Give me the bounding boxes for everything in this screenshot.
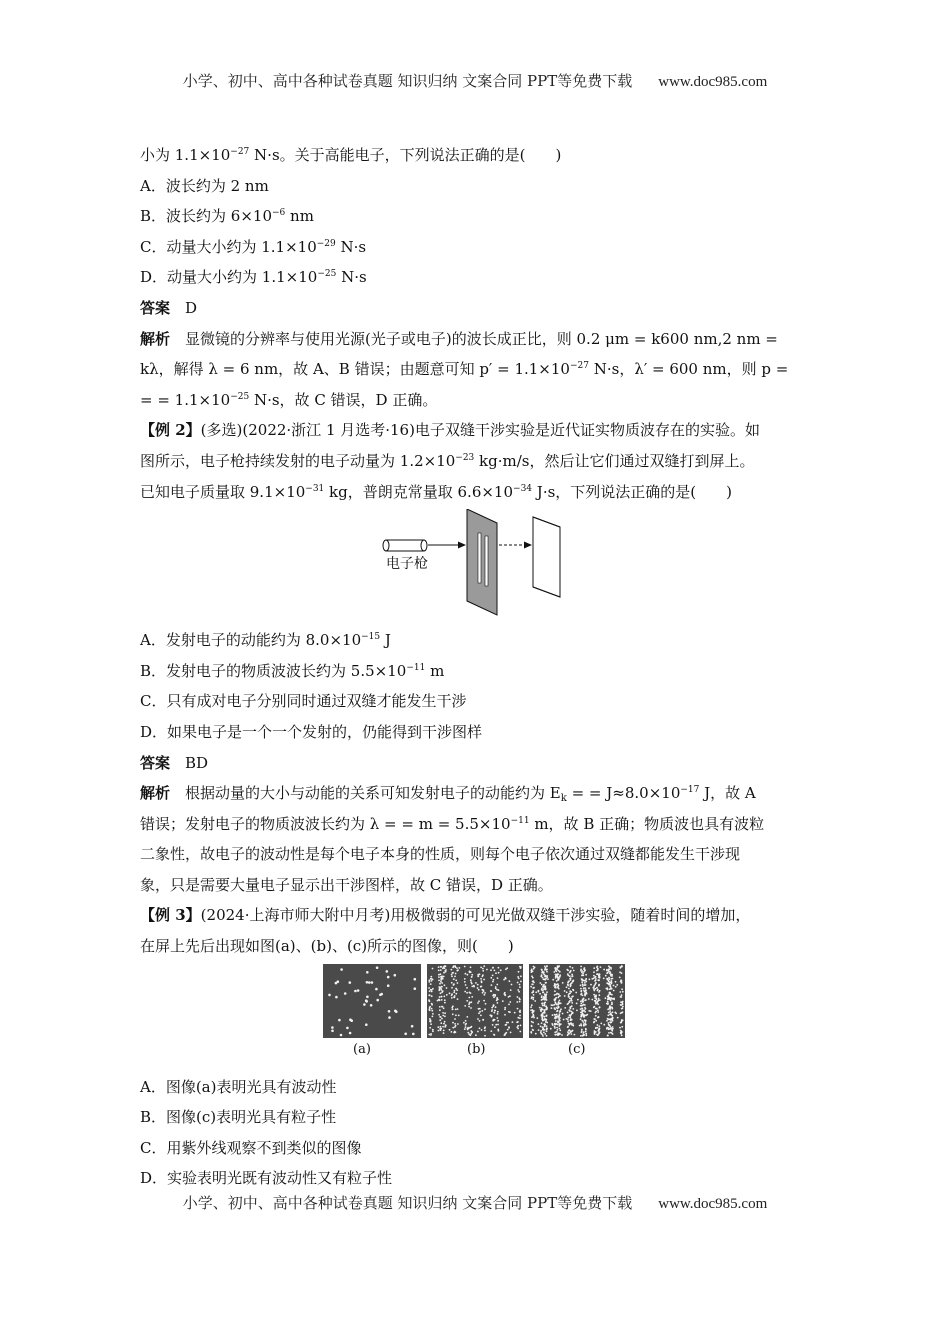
q2-stem-line3: 已知电子质量取 $9.1\times 10^{-31}$ kg，普朗克常量取 $6.6\times 10^{-34}$ J·s，下列说法正确的是( )	[140, 482, 732, 501]
q2-stem-line1: 【例 2】(多选)(2022·浙江 1 月选考·16)电子双缝干涉实验是近代证实物质波存在的实验。如	[140, 421, 760, 440]
q1-stem: 小为 $1.1\times 10^{-27}$ N·s。关于高能电子，下列说法正确的是( )	[140, 146, 562, 164]
pattern-panel-b	[427, 964, 523, 1038]
q1-explanation-line1: 解析 显微镜的分辨率与使用光源(光子或电子)的波长成正比，则 0.2 μm = k600 nm,2 nm =	[140, 329, 778, 348]
page-footer	[0, 1192, 950, 1213]
q2-answer: 答案 BD	[140, 753, 209, 772]
interference-pattern-figure	[140, 964, 812, 1066]
q2-option-b: B．发射电子的物质波波长约为 $5.5\times 10^{-11}$ m	[140, 661, 445, 680]
q2-explanation-line1: 解析 根据动量的大小与动能的关系可知发射电子的动能约为 $E_k$ = = $J\approx 8.0\times 10^{-17}$ J，故 A	[140, 784, 756, 805]
q2-option-d: D．如果电子是一个一个发射的，仍能得到干涉图样	[140, 722, 483, 741]
q1-option-a: A．波长约为 2 nm	[140, 176, 269, 195]
pattern-panel-c	[529, 964, 625, 1038]
q2-option-a: A．发射电子的动能约为 $8.0\times 10^{-15}$ J	[140, 631, 391, 650]
q2-stem-line2: 图所示，电子枪持续发射的电子动量为 $1.2\times 10^{-23}$ kg·m/s，然后让它们通过双缝打到屏上。	[140, 451, 755, 470]
q2-label: 【例 2】	[140, 421, 201, 440]
q2-explanation-line4: 象，只是需要大量电子显示出干涉图样，故 C 错误，D 正确。	[140, 875, 553, 894]
electron-gun-label: 电子枪	[386, 556, 428, 573]
q1-answer: 答案 D	[140, 298, 198, 317]
footer-text: 小学、初中、高中各种试卷真题 知识归纳 文案合同 PPT等免费下载	[182, 1194, 633, 1212]
q1-explanation-line3: = = $1.1\times 10^{-25}$ N·s，故 C 错误，D 正确。	[140, 390, 438, 409]
q3-option-c: C．用紫外线观察不到类似的图像	[140, 1138, 362, 1157]
q3-option-b: B．图像(c)表明光具有粒子性	[140, 1108, 337, 1127]
q1-option-d: D．动量大小约为 $1.1\times 10^{-25}$ N·s	[140, 268, 367, 287]
figure-c-caption: (c)	[568, 1041, 586, 1057]
pattern-panel-a	[323, 964, 421, 1038]
q1-option-b: B．波长约为 $6\times 10^{-6}$ nm	[140, 207, 314, 226]
q3-label: 【例 3】	[140, 906, 201, 925]
header-text: 小学、初中、高中各种试卷真题 知识归纳 文案合同 PPT等免费下载	[182, 72, 633, 90]
figure-b-caption: (b)	[467, 1041, 486, 1057]
q3-option-a: A．图像(a)表明光具有波动性	[140, 1077, 337, 1096]
q2-option-c: C．只有成对电子分别同时通过双缝才能发生干涉	[140, 692, 467, 711]
document-body	[140, 140, 812, 1194]
q2-explanation-line3: 二象性，故电子的波动性是每个电子本身的性质，则每个电子依次通过双缝都能发生干涉现	[140, 845, 741, 864]
footer-site: www.doc985.com	[658, 1196, 768, 1212]
q3-option-d: D．实验表明光既有波动性又有粒子性	[140, 1169, 393, 1188]
q3-stem-line1: 【例 3】(2024·上海市师大附中月考)用极微弱的可见光做双缝干涉实验，随着时间的增加，	[140, 906, 751, 925]
page-header	[0, 70, 950, 91]
q3-stem-line2: 在屏上先后出现如图(a)、(b)、(c)所示的图像，则( )	[140, 937, 514, 956]
q1-option-c: C．动量大小约为 $1.1\times 10^{-29}$ N·s	[140, 237, 367, 256]
double-slit-diagram	[140, 509, 812, 619]
double-slit-plate	[467, 509, 497, 615]
q2-explanation-line2: 错误；发射电子的物质波波长约为 λ = = $m = 5.5\times 10^{-11}$ m，故 B 正确；物质波也具有波粒	[140, 814, 765, 833]
header-site: www.doc985.com	[658, 74, 768, 90]
figure-a-caption: (a)	[353, 1041, 371, 1057]
screen-panel	[533, 517, 560, 597]
q1-explanation-line2: kλ，解得 λ = 6 nm，故 A、B 错误；由题意可知 $p' = 1.1\times 10^{-27}$ N·s，λ′ = 600 nm，则 p =	[140, 360, 789, 379]
